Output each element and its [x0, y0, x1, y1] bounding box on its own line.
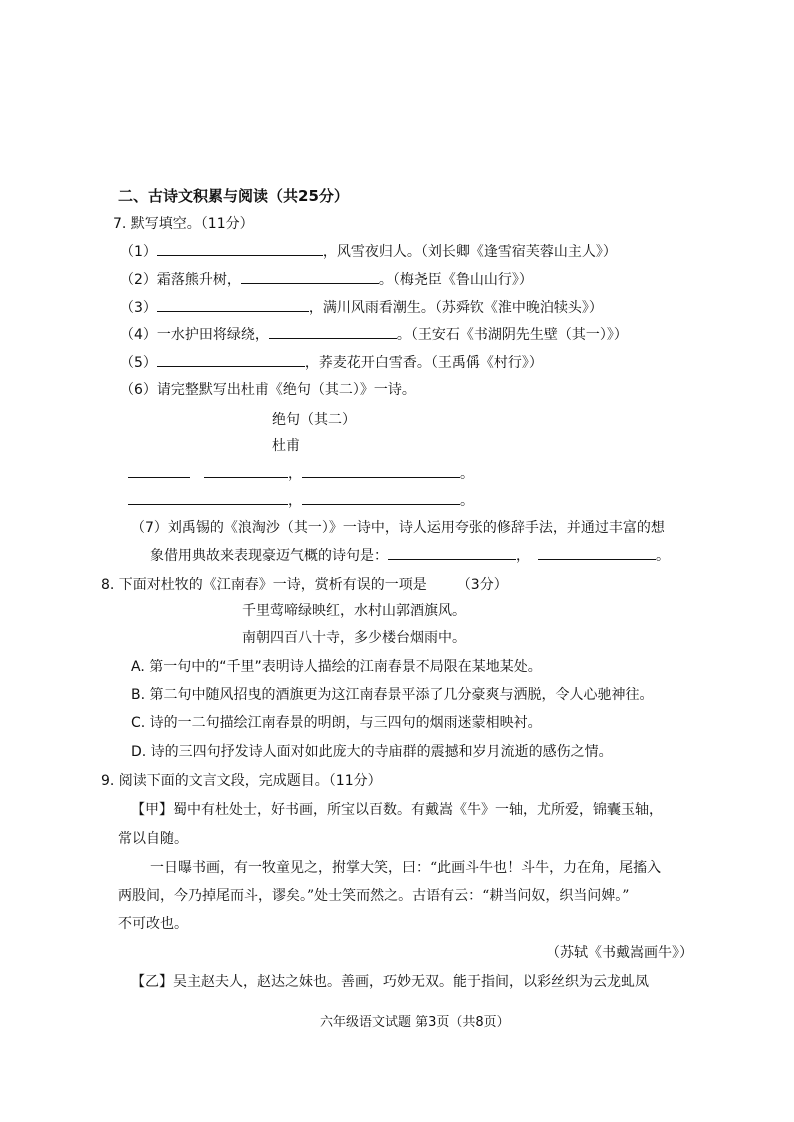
passage-para-2-line-3: 不可改也。: [118, 916, 188, 932]
q7-item-1-text: ，风雪夜归人。（刘长卿《逢雪宿芙蓉山主人》）: [322, 244, 617, 260]
passage-jia-line-1: 【甲】蜀中有杜处士，好书画，所宝以百数。有戴嵩《牛》一轴，尤所爱，锦囊玉轴，: [131, 802, 663, 818]
passage-jia-line-2: 常以自随。: [118, 831, 188, 847]
poem-title: 绝句（其二）: [272, 412, 356, 428]
q9-header: 9. 阅读下面的文言文段，完成题目。（11分）: [101, 773, 382, 789]
passage-para-2-line-2: 两股间，今乃掉尾而斗，谬矣。”处士笑而然之。古语有云：“耕当问奴，织当问婢。”: [118, 888, 630, 904]
answer-blank[interactable]: [128, 490, 288, 505]
q7-item-2: [120, 269, 533, 290]
answer-blank[interactable]: [128, 463, 190, 478]
q8-header: [101, 575, 508, 595]
q8-poem-line-2: 南朝四百八十寺，多少楼台烟雨中。: [242, 630, 466, 646]
section-title: 二、古诗文积累与阅读（共25分）: [118, 187, 349, 205]
q7-item-5-text: ，荞麦花开白雪香。（王禹偁《村行》）: [304, 355, 543, 371]
q7-header: 7. 默写填空。（11分）: [113, 216, 254, 232]
answer-blank[interactable]: [157, 241, 323, 256]
answer-blank[interactable]: [388, 545, 516, 560]
q7-item-7-text: 象借用典故来表现豪迈气概的诗句是：: [150, 548, 388, 564]
answer-blank[interactable]: [157, 297, 309, 312]
q8-score: （3分）: [456, 577, 508, 593]
passage-para-2-line-1: 一日曝书画，有一牧童见之，拊掌大笑，曰：“此画斗牛也！斗牛，力在角，尾搐入: [150, 860, 662, 876]
poem-blank-row-2: ， 。: [128, 490, 474, 511]
q7-item-7-line-1: （7）刘禹锡的《浪淘沙（其一）》一诗中，诗人运用夸张的修辞手法，并通过丰富的想: [131, 520, 665, 536]
q7-item-3: [120, 297, 603, 318]
answer-blank[interactable]: [157, 352, 305, 367]
q7-item-3-num: （3）: [120, 300, 157, 316]
q7-item-5: [120, 352, 543, 373]
q7-item-4: [120, 324, 628, 345]
q8-title: 8. 下面对杜牧的《江南春》一诗，赏析有误的一项是: [101, 577, 427, 593]
answer-blank[interactable]: [204, 463, 288, 478]
q7-item-2-num: （2）霜落熊升树，: [120, 272, 241, 288]
poem-blank-row-1: ， 。: [128, 463, 474, 484]
answer-blank[interactable]: [302, 463, 460, 478]
q7-item-4-num: （4）一水护田将绿绕，: [120, 327, 269, 343]
passage-yi-line-1: 【乙】吴主赵夫人，赵达之妹也。善画，巧妙无双。能于指间，以彩丝织为云龙虬凤: [131, 974, 649, 990]
q7-item-7-line-2: 象借用典故来表现豪迈气概的诗句是： ， 。: [150, 545, 670, 566]
page-footer: 六年级语文试题 第3页（共8页）: [320, 1015, 510, 1030]
q8-option-d[interactable]: D. 诗的三四句抒发诗人面对如此庞大的寺庙群的震撼和岁月流逝的感伤之情。: [131, 744, 613, 760]
answer-blank[interactable]: [302, 490, 460, 505]
q7-item-3-text: ，满川风雨看潮生。（苏舜钦《淮中晚泊犊头》）: [308, 300, 603, 316]
q8-option-c[interactable]: C. 诗的一二句描绘江南春景的明朗，与三四句的烟雨迷蒙相映衬。: [131, 715, 542, 731]
q8-option-b[interactable]: B. 第二句中随风招曳的酒旗更为这江南春景平添了几分豪爽与洒脱，令人心驰神往。: [131, 687, 654, 703]
answer-blank[interactable]: [241, 269, 379, 284]
answer-blank[interactable]: [538, 545, 656, 560]
q7-item-1-num: （1）: [120, 244, 157, 260]
q7-item-4-text: 。（王安石《书湖阴先生壁（其一）》）: [396, 327, 628, 343]
q7-item-5-num: （5）: [120, 355, 157, 371]
answer-blank[interactable]: [269, 324, 397, 339]
q7-item-2-text: 。（梅尧臣《鲁山山行》）: [378, 272, 533, 288]
passage-source: （苏轼《书戴嵩画牛》）: [546, 945, 693, 961]
q7-item-1: [120, 241, 617, 262]
poem-author: 杜甫: [272, 438, 300, 454]
q7-item-6: （6）请完整默写出杜甫《绝句（其二）》一诗。: [120, 382, 416, 398]
q8-option-a[interactable]: A. 第一句中的“千里”表明诗人描绘的江南春景不局限在某地某处。: [131, 659, 542, 675]
q8-poem-line-1: 千里莺啼绿映红，水村山郭酒旗风。: [242, 603, 466, 619]
